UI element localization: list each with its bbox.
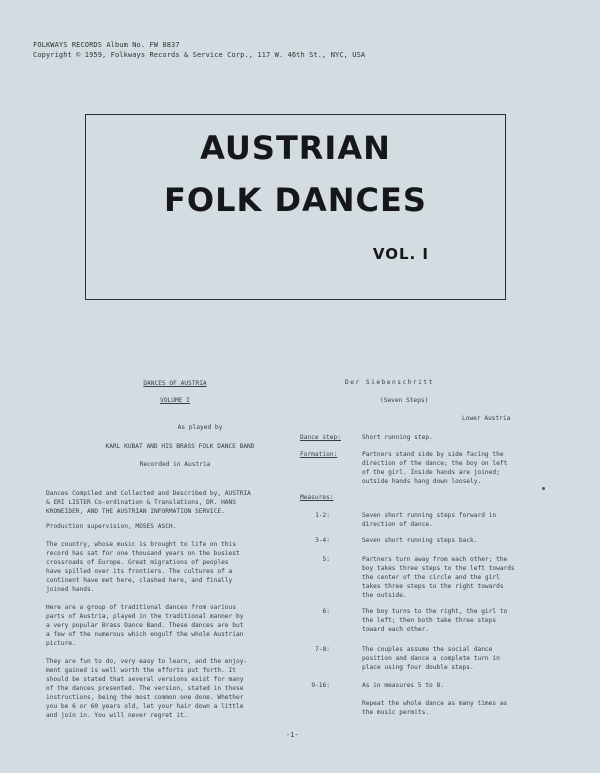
para-line: a very popular Brass Dance Band. These dances are but xyxy=(46,622,244,629)
dance-subtitle: (Seven Steps) xyxy=(380,397,429,404)
measure-line: Seven short running steps back. xyxy=(362,537,478,544)
formation-line: Partners stand side by side facing the xyxy=(362,451,504,458)
measure-line: direction of dance. xyxy=(362,521,433,528)
compiled-credits xyxy=(46,489,296,516)
para-line: ment gained is well worth the efforts put forth. It xyxy=(46,667,236,674)
measure-line: boy takes three steps to the left towards xyxy=(362,565,515,572)
measures-label: Measures: xyxy=(300,494,334,501)
formation-line: direction of the dance; the boy on left xyxy=(362,460,508,467)
measure-number: 7-8: xyxy=(315,646,330,653)
para-line: joined hands. xyxy=(46,586,95,593)
para-line: of the dances presented. The version, stated in these xyxy=(46,685,244,692)
formation-text xyxy=(362,450,547,486)
title-line-1: AUSTRIAN xyxy=(200,129,391,167)
page-number: -1- xyxy=(286,731,299,739)
para-line: and join in. You will never regret it. xyxy=(46,712,188,719)
title-line-2: FOLK DANCES xyxy=(164,181,427,219)
para-line: a few of the numerous which engulf the whole Austrian xyxy=(46,631,244,638)
measure-text xyxy=(362,536,542,545)
left-volume: VOLUME I xyxy=(160,397,190,404)
band-name: KARL KUBAT AND HIS BRASS FOLK DANCE BAND xyxy=(105,443,255,450)
paragraph-2 xyxy=(46,603,296,648)
measure-line: the left; then both take three steps xyxy=(362,617,497,624)
measure-text xyxy=(362,511,542,529)
para-line: should be stated that several versions exist for many xyxy=(46,676,244,683)
measure-line: The boy turns to the right, the girl to xyxy=(362,608,508,615)
compiled-line: KRONEIDER, AND THE AUSTRIAN INFORMATION SERVICE. xyxy=(46,508,225,515)
production-credit: Production supervision, MOSES ASCH. xyxy=(46,523,177,530)
measure-line: the outside. xyxy=(362,592,407,599)
dance-region: Lower Austria xyxy=(462,415,511,422)
paragraph-3 xyxy=(46,657,296,720)
header-block xyxy=(33,40,365,60)
para-line: you be 6 or 60 years old, let your hair down a little xyxy=(46,703,244,710)
measure-number: 5: xyxy=(322,556,330,563)
measure-line: As in measures 5 to 8. xyxy=(362,682,444,689)
measure-number: 6: xyxy=(322,608,330,615)
left-heading: DANCES OF AUSTRIA xyxy=(143,380,207,387)
measure-line: Seven short running steps forward in xyxy=(362,512,497,519)
measure-text xyxy=(362,681,542,690)
measure-text xyxy=(362,645,542,672)
measure-line: place using four double steps. xyxy=(362,664,474,671)
dance-title: Der Siebenschritt xyxy=(345,379,434,386)
measure-line: Repeat the whole dance as many times as xyxy=(362,700,508,707)
para-line: record has sat for one thousand years on the busiest xyxy=(46,550,240,557)
measure-line: the center of the circle and the girl xyxy=(362,574,500,581)
header-copyright: Copyright © 1959, Folkways Records & Service Corp., 117 W. 46th St., NYC, USA xyxy=(33,51,366,59)
para-line: continent have met here, clashed here, and finally xyxy=(46,577,233,584)
measure-line: toward each other. xyxy=(362,626,430,633)
para-line: They are fun to do, very easy to learn, and the enjoy- xyxy=(46,658,248,665)
para-line: picture. xyxy=(46,640,76,647)
para-line: Here are a group of traditional dances from various xyxy=(46,604,236,611)
measure-text xyxy=(362,699,542,717)
measure-number: 3-4: xyxy=(315,537,330,544)
measure-line: position and dance a complete turn in xyxy=(362,655,500,662)
dance-step-label: Dance step: xyxy=(300,434,341,441)
formation-label: Formation: xyxy=(300,451,338,458)
measure-text xyxy=(362,607,542,634)
recorded-note: Recorded in Austria xyxy=(139,461,211,468)
paragraph-1 xyxy=(46,540,296,594)
measure-line: Partners turn away from each other; the xyxy=(362,556,508,563)
measure-number: 9-16: xyxy=(311,682,330,689)
compiled-line: Dances Compiled and Collected and Described by, AUSTRIA xyxy=(46,490,251,497)
measure-number: 1-2: xyxy=(315,512,330,519)
title-box xyxy=(85,114,506,300)
measure-text xyxy=(362,555,542,600)
para-line: have spilled over its frontiers. The cultures of a xyxy=(46,568,233,575)
measure-line: The couples assume the social dance xyxy=(362,646,493,653)
header-album: FOLKWAYS RECORDS Album No. FW 8837 xyxy=(33,41,180,49)
measure-line: the music permits. xyxy=(362,709,430,716)
ink-speck xyxy=(542,487,545,490)
formation-line: of the girl. Inside hands are joined; xyxy=(362,469,500,476)
para-line: instructions, being the most common one done. Whether xyxy=(46,694,244,701)
compiled-line: & ERI LISTER Co-ordination & Translations, DR. HANS xyxy=(46,499,236,506)
para-line: parts of Austria, played in the traditional manner by xyxy=(46,613,244,620)
para-line: The country, whose music is brought to life on this xyxy=(46,541,236,548)
as-played: As played by xyxy=(177,424,223,431)
formation-line: outside hands hang down loosely. xyxy=(362,478,482,485)
measure-line: takes three steps to the right towards xyxy=(362,583,504,590)
dance-step-text: Short running step. xyxy=(362,434,433,441)
para-line: crossroads of Europe. Great migrations of peoples xyxy=(46,559,229,566)
title-volume: VOL. I xyxy=(372,245,429,263)
